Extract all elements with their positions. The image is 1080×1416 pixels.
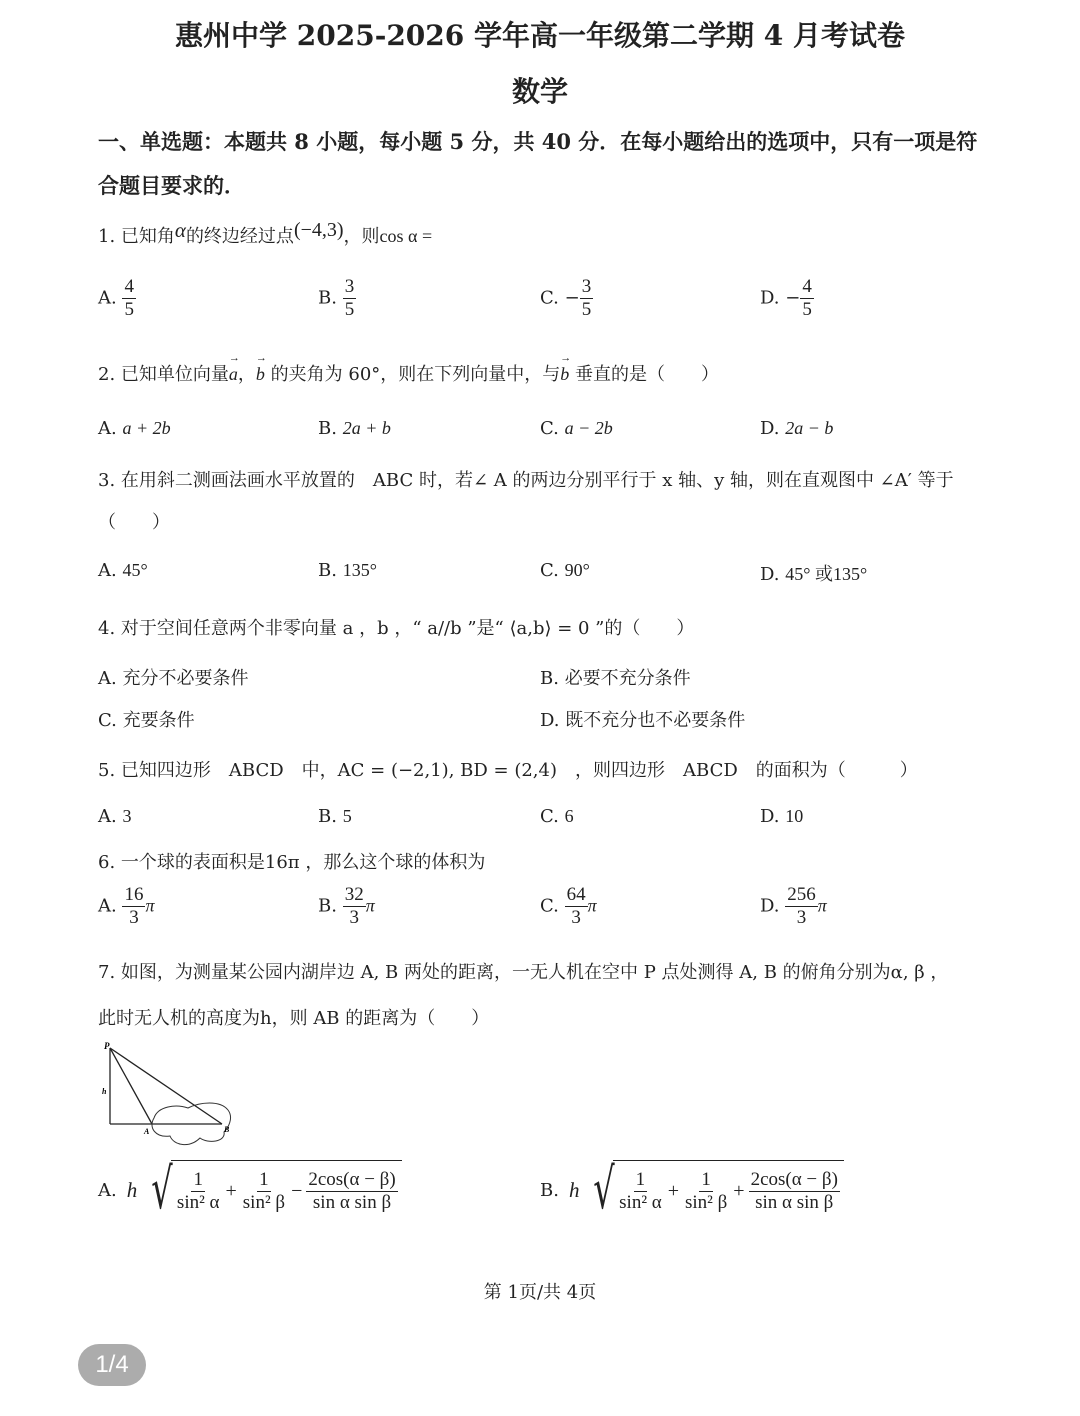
label-h: h — [102, 1087, 107, 1096]
question-3-cont: （ ） — [98, 512, 170, 533]
question-6: 6. 一个球的表面积是16π ，那么这个球的体积为 — [98, 852, 486, 873]
sight-line-a — [110, 1048, 152, 1124]
label-a: A — [144, 1127, 150, 1136]
q3-option-a[interactable]: A. 45° — [98, 560, 148, 581]
label-b: B — [224, 1125, 230, 1134]
q3-option-b[interactable]: B. 135° — [318, 560, 377, 581]
q5-option-a[interactable]: A. 3 — [98, 806, 132, 827]
q4-option-b[interactable]: B. 必要不充分条件 — [540, 668, 691, 689]
q3-option-d[interactable]: D. 45° 或135° — [760, 564, 868, 585]
page-indicator[interactable]: 1/4 — [78, 1344, 146, 1386]
q3-option-c[interactable]: C. 90° — [540, 560, 590, 581]
subject-title: 数学 — [511, 75, 568, 108]
q4-option-c[interactable]: C. 充要条件 — [98, 710, 195, 731]
question-7-cont: 此时无人机的高度为h，则 AB 的距离为（ ） — [98, 1008, 490, 1029]
label-p: P — [104, 1041, 110, 1051]
q6-option-d[interactable]: D. $\frac{256}{3}$ π — [760, 884, 827, 928]
q2-option-d[interactable]: D. 2a − b — [760, 418, 834, 439]
q2-option-c[interactable]: C. a − 2b — [540, 418, 613, 439]
question-1: 1. 已知角α的终边经过点(−4,3)，则cos α = — [98, 218, 433, 247]
section-heading: 一、单选题：本题共 8 小题，每小题 5 分，共 40 分．在每小题给出的选项中，只有一项是符 — [98, 129, 978, 154]
page-footer: 第 1页/共 4页 — [483, 1282, 597, 1303]
q7-option-b[interactable]: B. h √ $\frac{1}{\text{sin² α}}$ + $\frac{1}{\text{sin² β}}$ + $\frac{2\cos(\alpha - \beta)}{\text{sin α sin β}}$ — [540, 1160, 844, 1220]
q1-option-a[interactable]: A. $\frac{4}{5}$ — [98, 276, 134, 320]
q1-option-d[interactable]: D. − $\frac{4}{5}$ — [760, 276, 812, 320]
q5-option-d[interactable]: D. 10 — [760, 806, 804, 827]
question-7: 7. 如图，为测量某公园内湖岸边 A, B 两处的距离，一无人机在空中 P 点处测得 A, B 的俯角分别为α, β ， — [98, 962, 949, 983]
q5-option-b[interactable]: B. 5 — [318, 806, 352, 827]
section-heading-cont: 合题目要求的． — [98, 173, 245, 198]
question-5: 5. 已知四边形 ABCD 中，AC = (−2,1), BD = (2,4) ，则四边形 ABCD 的面积为（ ） — [98, 760, 918, 781]
q1-option-c[interactable]: C. − $\frac{3}{5}$ — [540, 276, 592, 320]
question-3: 3. 在用斜二测画法画水平放置的 ABC 时，若∠ A 的两边分别平行于 x 轴、y 轴，则在直观图中 ∠A′ 等于 — [98, 470, 954, 491]
question-4: 4. 对于空间任意两个非零向量 a ，b ，“ a//b ”是“ ⟨a,b⟩ = 0 ”的（ ） — [98, 618, 695, 639]
sight-line-b — [110, 1048, 222, 1124]
q1-option-b[interactable]: B. $\frac{3}{5}$ — [318, 276, 355, 320]
q2-option-a[interactable]: A. a + 2b — [98, 418, 171, 439]
lake-figure — [96, 1038, 246, 1150]
question-2: 2. 已知单位向量→ a，→ b 的夹角为 60°，则在下列向量中，与→ b 垂直的是（ ） — [98, 360, 719, 386]
q4-option-d[interactable]: D. 既不充分也不必要条件 — [540, 710, 746, 731]
q6-option-a[interactable]: A. $\frac{16}{3}$ π — [98, 884, 155, 928]
q7-option-a[interactable]: A. h √ $\frac{1}{\text{sin² α}}$ + $\frac{1}{\text{sin² β}}$ − $\frac{2\cos(\alpha - \beta)}{\text{sin α sin β}}$ — [98, 1160, 402, 1220]
exam-title: 惠州中学 2025-2026 学年高一年级第二学期 4 月考试卷 — [175, 19, 905, 52]
q6-option-b[interactable]: B. $\frac{32}{3}$ π — [318, 884, 375, 928]
q4-option-a[interactable]: A. 充分不必要条件 — [98, 668, 249, 689]
q2-option-b[interactable]: B. 2a + b — [318, 418, 391, 439]
q6-option-c[interactable]: C. $\frac{64}{3}$ π — [540, 884, 597, 928]
q5-option-c[interactable]: C. 6 — [540, 806, 574, 827]
